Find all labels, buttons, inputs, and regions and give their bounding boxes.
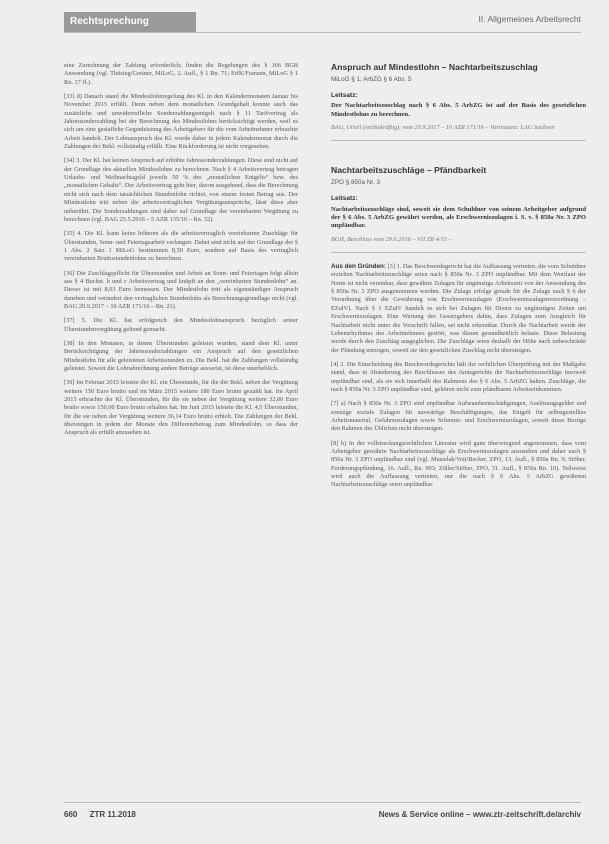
leitsatz-text: Nachtarbeitszuschläge sind, soweit sie dem Schuldner von seinem Arbeitgeber aufgrund der § 6 Abs. 5 ArbZG gewährt werden, als Erschwerniszulagen i. S. v. § 850a Nr. 3 ZPO unpfändbar.: [331, 205, 586, 230]
footer-service-link[interactable]: News & Service online – www.ztr-zeitschrift.de/archiv: [378, 810, 581, 819]
paragraph: [39] Im Februar 2015 leistete der Kl. ein Überstunde, für die der Bekl. neben der Vergütung weitere 150 Euro brutto und im März 2015 weitere 180 Euro brutto gezahlt hat. Im April 2015 erbrachte der Kl. Überstunden, für die sie neben der Vergütung weitere 32,00 Euro brutto sowie 150,00 Euro brutto erhalten hat. Im Juni 2015 leistete die Kl. 4,5 Überstunden, für die sie neben der Vergütung weitere 36,14 Euro brutto erhielt. Die Zahlungen der Bekl. übersteigen in jedem der Monate den Differenzbetrag zum Mindestlohn, so dass der Anspruch als erfüllt anzusehen ist.: [64, 379, 298, 437]
left-column: [64, 62, 298, 444]
case-title: Nachtarbeitszuschläge – Pfändbarkeit: [331, 165, 487, 176]
page-number: 660: [64, 810, 78, 819]
paragraph: [7] a) Nach § 850a Nr. 3 ZPO sind unpfändbar Aufwandsentschädigungen, Auslösungsgelder und sonstige soziale Zulagen für auswärtige Beschäftigungen, das Entgelt für selbstgestelltes Arbeitsmaterial, Gefahrenzulagen sowie Schmutz- und Erschwerniszulagen, soweit diese Bezüge den Rahmen des Üblichen nicht übersteigen.: [331, 400, 586, 433]
section-header: Rechtsprechung: [64, 12, 196, 32]
paragraph: [33] d) Danach stand die Mindestlohnregelung des Kl. in den Kalendermonaten Januar bis November 2015 erfüllt. Denn neben dem monatlichen Grundgehalt konnte auch das zusätzliche und unwiderrufliche Sonderzahlungsentgelt nach § 11 Tarifvertrag als Jahressonderzahlung bei der Berechnung des Mindestlohns berücksichtigt werden, weil es sich um eine gestaffelte Gegenleistung des Arbeitgebers für die vom Arbeitnehmer erbrachte Arbeit handelt. Der Lohnanspruch des Kl. wurde daher in jedem Kalendermonat durch die Zahlungen der Bekl. vollständig erfüllt. Eine Rückforderung ist nicht vorgesehen.: [64, 93, 298, 151]
paragraph: [34] 3. Der Kl. hat keinen Anspruch auf erhöhte Jahressonderzahlungen. Diese sind nicht auf der Grundlage des aktuellen Mindestlohns zu berechnen. Nach § 4 Arbeitsvertrag betragen Urlaubs- und Weihnachtsgeld jeweils 50 % des „monatlichen Entgelts“ bzw. des „monatlichen Gehalts“. Der Arbeitsvertrag geht hier, davon ausgehend, dass die Berechnung nicht sich nach dem tatsächlichen Stundenlohn richtet, von einem festen Betrag aus. Der Mindestlohn tritt neben die arbeitsvertraglichen Vergütungsansprüche, lässt diese aber unberührt. Die Sonderzahlungen sind daher auf Grundlage der vereinbarten Vergütung zu berechnen (vgl. BAG 25.5.2016 – 5 AZR 135/16 – Rn. 32).: [64, 157, 298, 223]
leitsatz-text: Der Nachtarbeitszuschlag nach § 6 Abs. 5 ArbZG ist auf der Basis des gesetzlichen Mindestlohns zu berechnen.: [331, 102, 586, 118]
leitsatz-heading: Leitsatz:: [331, 91, 358, 99]
paragraph: eine Zurechnung der Zahlung erforderlich; finden die Regelungen des § 366 BGB Anwendung (vgl. Thüsing/Greiner, MiLoG, 2. Aufl., § 1 Rn. 71; ErfK/Franzen, MiLoG § 1 Rn. 17 ff.).: [64, 62, 298, 86]
paragraph: [38] In den Monaten, in denen Überstunden geleistet wurden, stand dem Kl. unter Berücksichtigung der Jahressonderzahlungen ein Anspruch auf den gesetzlichen Mindestlohn für alle geleisteten Arbeitsstunden zu. Die Bekl. hat die Zahlungen vollständig geleistet. Soweit die Lohnabrechnung andere Beträge ausweist, ist diese unerheblich.: [64, 339, 298, 372]
footer-rule: [64, 802, 581, 803]
case-norms: ZPO § 850a Nr. 3: [331, 178, 381, 186]
journal-issue: ZTR 11.2018: [89, 810, 136, 819]
paragraph: [4] 2. Die Entscheidung des Beschwerdegerichts hält der rechtlichen Überprüfung mit der Maßgabe stand, dass in Abänderung des Beschlusses des Amtsgerichts die Nachtarbeitszuschläge insoweit unpfändbar sind, als sie sich innerhalb des Rahmens des § 6 Abs. 5 ArbZG halten. Zuschläge, die nach § 850a Nr. 3 ZPO unpfändbar sind, gehören nicht zum pfändbaren Arbeitseinkommen.: [331, 360, 586, 393]
case-title: Anspruch auf Mindestlohn – Nachtarbeitszuschlag: [331, 62, 538, 72]
paragraph: [36] Die Zuschlagspflicht für Überstunden und Arbeit an Sonn- und Feiertagen folgt allein aus § 4 Buchst. b und c Arbeitsvertrag und knüpft an den „vereinbarten Stundenlohn“ an. Dieser ist mit 8,03 Euro bemessen. Der Mindestlohn tritt als eigenständiger Anspruch daneben und verändert den vertraglichen Stundenlohn als Berechnungsgrundlage nicht (vgl. BAG 20.9.2017 – 10 AZR 171/16 – Rn. 21).: [64, 269, 298, 310]
leitsatz-heading: Leitsatz:: [331, 195, 358, 203]
grounds-heading: Aus den Gründen:: [331, 263, 386, 271]
case-norms: MiLoG § 1; ArbZG § 6 Abs. 5: [331, 75, 412, 83]
paragraph: [8] b) In der vollstreckungsrechtlichen Literatur wird ganz überwiegend angenommen, dass vom Arbeitgeber gewährte Nachtarbeitszuschläge als Erschwerniszulagen anzusehen und daher nach § 850a Nr. 3 ZPO unpfändbar sind (vgl. Musielak/Voit/Becker, ZPO, 13. Aufl., § 850a Rn. 9; Stöber, Forderungspfändung, 16. Aufl., Rn. 993; Zöller/Stöber, ZPO, 31. Aufl., § 850a Rn. 10). Teilweise wird auch die Auffassung vertreten, nur die nach § 6 Abs. 5 ArbZG gewährten Nachtarbeitszuschläge seien unpfändbar.: [331, 439, 586, 489]
header-rule: [64, 32, 581, 33]
right-column: [331, 62, 586, 496]
case-separator: [331, 140, 586, 141]
case-citation: BAG, Urteil (rechtskräftig), vom 20.9.2017 – 10 AZR 171/16 – Vorinstanz: LAG Sachsen: [331, 124, 555, 131]
paragraph: [37] 5. Die Kl. hat erfolgreich den Mindestlohnanspruch bezüglich seiner Überstundenvergütung geltend gemacht.: [64, 317, 298, 333]
case-citation: BGH, Beschluss vom 29.6.2016 – VII ZB 4/15 –: [331, 235, 452, 243]
category-header: II. Allgemeines Arbeitsrecht: [478, 14, 581, 24]
paragraph: [35] 4. Die Kl. kann keine höheren als die arbeitsvertraglich vereinbarten Zuschläge für Überstunden, Sonn- und Feiertagsarbeit verlangen. Dabei sind nicht auf der Grundlage der § 1 Abs. 2 Satz 1 MiLoG bestimmten 8,50 Euro, sondern auf Basis des vertraglich vereinbarten Bruttostundenlohns zu berechnen.: [64, 230, 298, 263]
paragraph: [3] 1. Das Beschwerdegericht hat die Auffassung vertreten, die vom Schuldner erzielten Nachtarbeitszuschläge seien nach § 850a Nr. 3 ZPO unpfändbar. Mit dem Wortlaut der Norm ist nicht vereinbar, dass gewährte Zulagen für ungünstige Arbeitszeit von der Anwendung des § 850a Nr. 3 ZPO ausgenommen werden. Die Zulage erfolge gerade für die Zulage nach § 6 der Verordnung über die Gewährung von Erschwerniszulagen (Erschwerniszulagenverordnung – EZulV). Nach § 1 EZulV handelt es sich bei Zulagen für Dienst zu ungünstigen Zeiten um Erschwerniszulagen. Eine Wertung des Gesetzgebers dahin, dass Zulagen zum Ausgleich für Nachtarbeit nicht unter die Vorschrift fallen, sei nicht erkennbar. Durch die Nachtarbeit werde der Lebensrhythmus des Arbeitnehmers gestört, was diesen gesundheitlich belaste. Diese Belastung werde durch den Zuschlag ausgeglichen. Die Zuschläge seien deshalb der Höhe nach unbeschränkt der Pfändung entzogen, soweit sie den gesetzlichen Zuschlag nicht übersteigen.: [331, 263, 586, 354]
footer-left: [64, 810, 146, 819]
case-separator: [331, 252, 586, 253]
